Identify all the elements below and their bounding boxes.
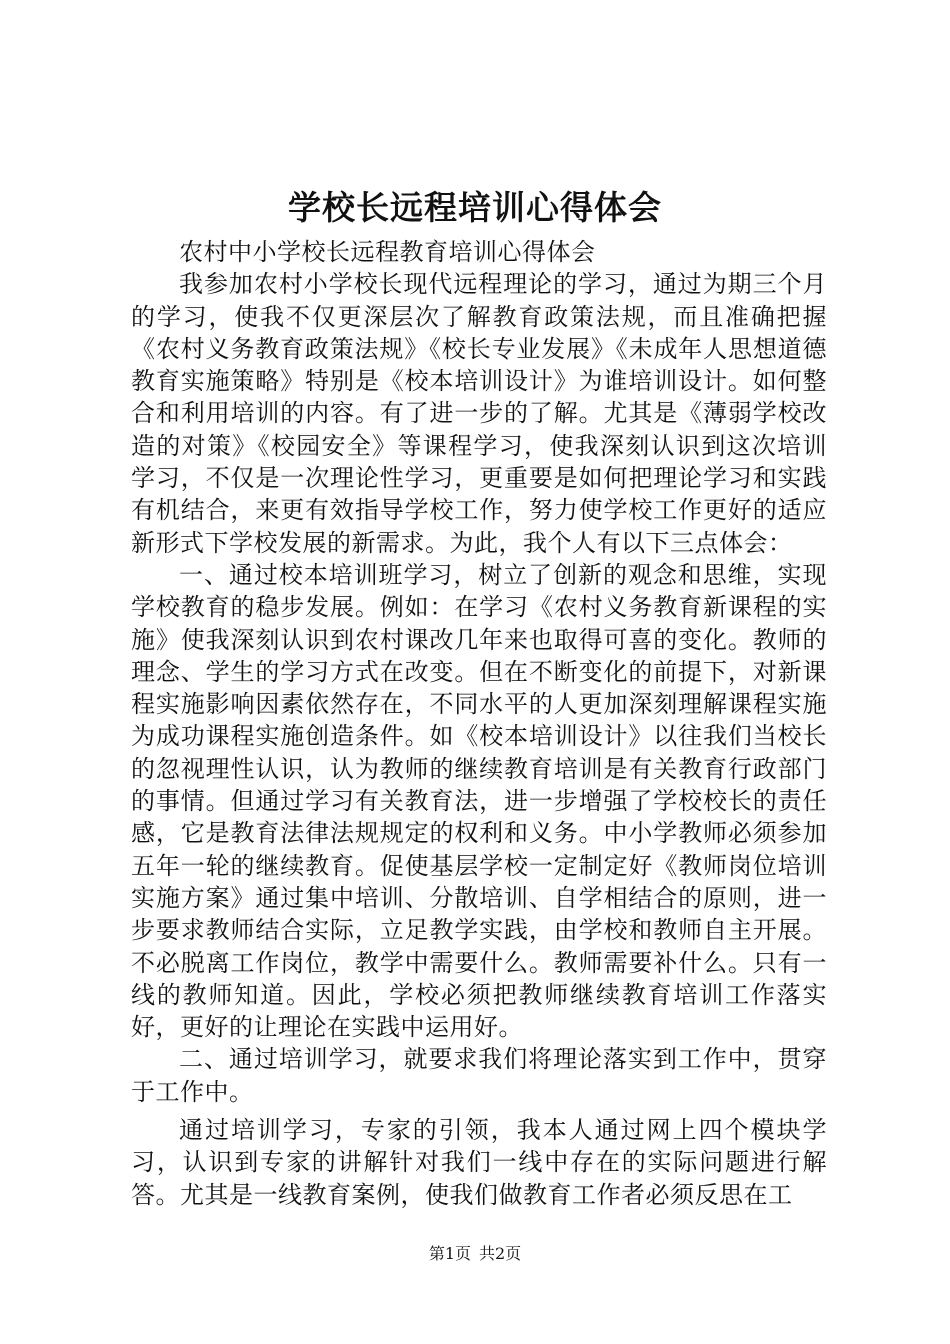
- document-body: [131, 236, 827, 1211]
- page-footer: [0, 1243, 950, 1265]
- document-title: 学校长远程培训心得体会: [288, 188, 662, 227]
- subtitle-paragraph: 农村中小学校长远程教育培训心得体会: [179, 238, 596, 266]
- page-number: 第1页: [428, 1244, 471, 1263]
- intro-paragraph: 我参加农村小学校长现代远程理论的学习，通过为期三个月的学习，使我不仅更深层次了解教育政策法规，而且准确把握《农村义务教育政策法规》《校长专业发展》《未成年人思想道德教育实施策略》特别是《校本培训设计》为谁培训设计。如何整合和利用培训的内容。有了进一步的了解。尤其是《薄弱学校改造的对策》《校园安全》等课程学习，使我深刻认识到这次培训学习，不仅是一次理论性学习，更重要是如何把理论学习和实践有机结合，来更有效指导学校工作，努力使学校工作更好的适应新形式下学校发展的新需求。为此，我个人有以下三点体会：: [131, 270, 827, 557]
- page-total: 共2页: [479, 1244, 522, 1263]
- point-two-paragraph: 二、通过培训学习，就要求我们将理论落实到工作中，贯穿于工作中。: [131, 1045, 827, 1106]
- point-one-paragraph: 一、通过校本培训班学习，树立了创新的观念和思维，实现学校教育的稳步发展。例如：在学习《农村义务教育新课程的实施》使我深刻认识到农村课改几年来也取得可喜的变化。教师的理念、学生的学习方式在改变。但在不断变化的前提下，对新课程实施影响因素依然存在，不同水平的人更加深刻理解课程实施为成功课程实施创造条件。如《校本培训设计》以往我们当校长的忽视理性认识，认为教师的继续教育培训是有关教育行政部门的事情。但通过学习有关教育法，进一步增强了学校校长的责任感，它是教育法律法规规定的权利和义务。中小学教师必须参加五年一轮的继续教育。促使基层学校一定制定好《教师岗位培训实施方案》通过集中培训、分散培训、自学相结合的原则，进一步要求教师结合实际，立足教学实践，由学校和教师自主开展。不必脱离工作岗位，教学中需要什么。教师需要补什么。只有一线的教师知道。因此，学校必须把教师继续教育培训工作落实好，更好的让理论在实践中运用好。: [131, 560, 827, 1042]
- body-paragraph: 通过培训学习，专家的引领，我本人通过网上四个模块学习，认识到专家的讲解针对我们一线中存在的实际问题进行解答。尤其是一线教育案例，使我们做教育工作者必须反思在工: [131, 1116, 827, 1209]
